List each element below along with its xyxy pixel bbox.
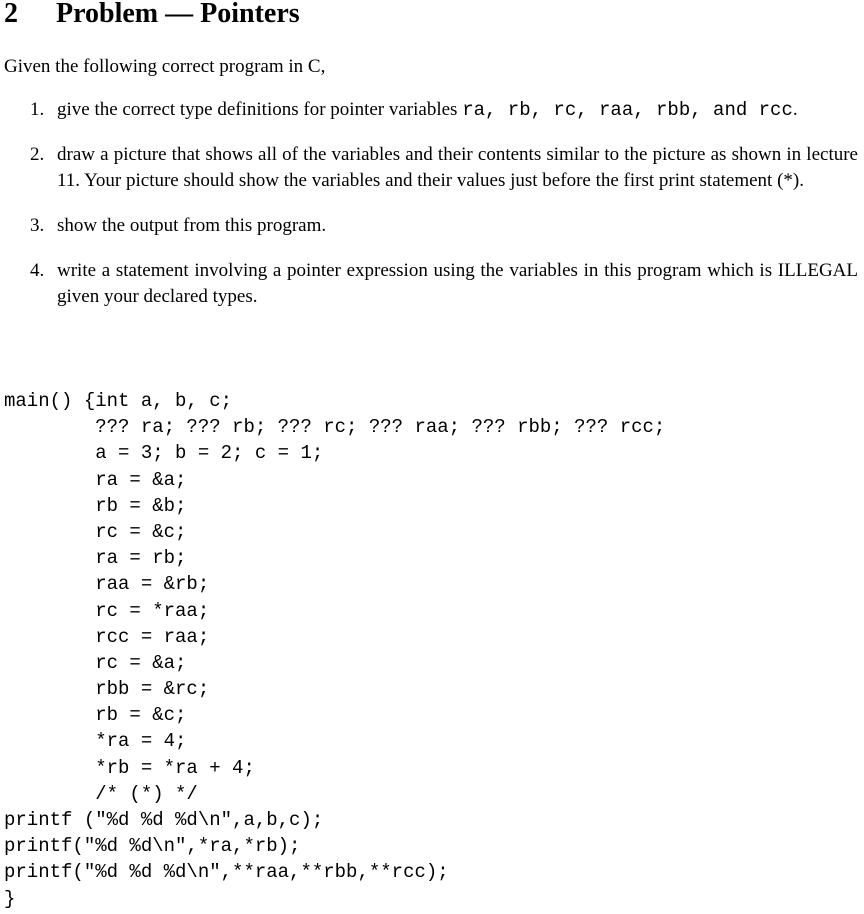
list-item xyxy=(0,97,858,123)
list-item xyxy=(0,258,858,310)
list-item xyxy=(0,142,858,194)
code-line: a = 3; b = 2; c = 1; xyxy=(4,442,324,465)
item-text: draw a picture that shows all of the variables and their contents similar to the picture as shown in lecture 11. Your picture should show the variables and their values just before the first print statement (*). xyxy=(57,144,858,191)
code-line: /* (*) */ xyxy=(4,782,198,805)
item-number: 3. xyxy=(30,215,45,236)
code-line: printf("%d %d\n",*ra,*rb); xyxy=(4,835,301,858)
code-line: rb = &b; xyxy=(4,494,187,517)
section-title: Problem — Pointers xyxy=(56,0,300,29)
code-line: rc = &c; xyxy=(4,520,187,543)
code-line: ra = rb; xyxy=(4,547,187,570)
item-text: give the correct type definitions for pointer variables xyxy=(57,99,463,120)
item-text: show the output from this program. xyxy=(57,215,327,236)
code-listing xyxy=(4,388,665,912)
list-item xyxy=(0,213,858,239)
code-line: rb = &c; xyxy=(4,704,187,727)
section-number: 2 xyxy=(4,0,18,29)
code-line: ??? ra; ??? rb; ??? rc; ??? raa; ??? rbb; ??? rcc; xyxy=(4,416,666,439)
question-list xyxy=(0,97,858,329)
code-line: *ra = 4; xyxy=(4,730,187,753)
code-line: } xyxy=(4,887,16,910)
code-line: printf ("%d %d %d\n",a,b,c); xyxy=(4,809,324,831)
intro-text: Given the following correct program in C, xyxy=(4,56,326,77)
code-line: ra = &a; xyxy=(4,468,187,491)
item-number: 2. xyxy=(30,144,45,165)
code-line: rc = *raa; xyxy=(4,599,210,622)
item-text: write a statement involving a pointer expression using the variables in this program which is ILLEGAL given your declared types. xyxy=(57,260,858,307)
item-punct: . xyxy=(792,99,798,120)
section-heading xyxy=(4,0,300,30)
code-line: main() {int a, b, c; xyxy=(4,390,233,412)
item-number: 4. xyxy=(30,260,45,281)
code-line: rc = &a; xyxy=(4,651,187,674)
item-number: 1. xyxy=(30,99,45,120)
code-line: rcc = raa; xyxy=(4,625,210,648)
code-line: printf("%d %d %d\n",**raa,**rbb,**rcc); xyxy=(4,861,449,884)
code-line: *rb = *ra + 4; xyxy=(4,756,255,779)
code-line: rbb = &rc; xyxy=(4,678,210,701)
code-line: raa = &rb; xyxy=(4,573,210,596)
item-code: ra, rb, rc, raa, rbb, and rcc xyxy=(462,99,793,121)
